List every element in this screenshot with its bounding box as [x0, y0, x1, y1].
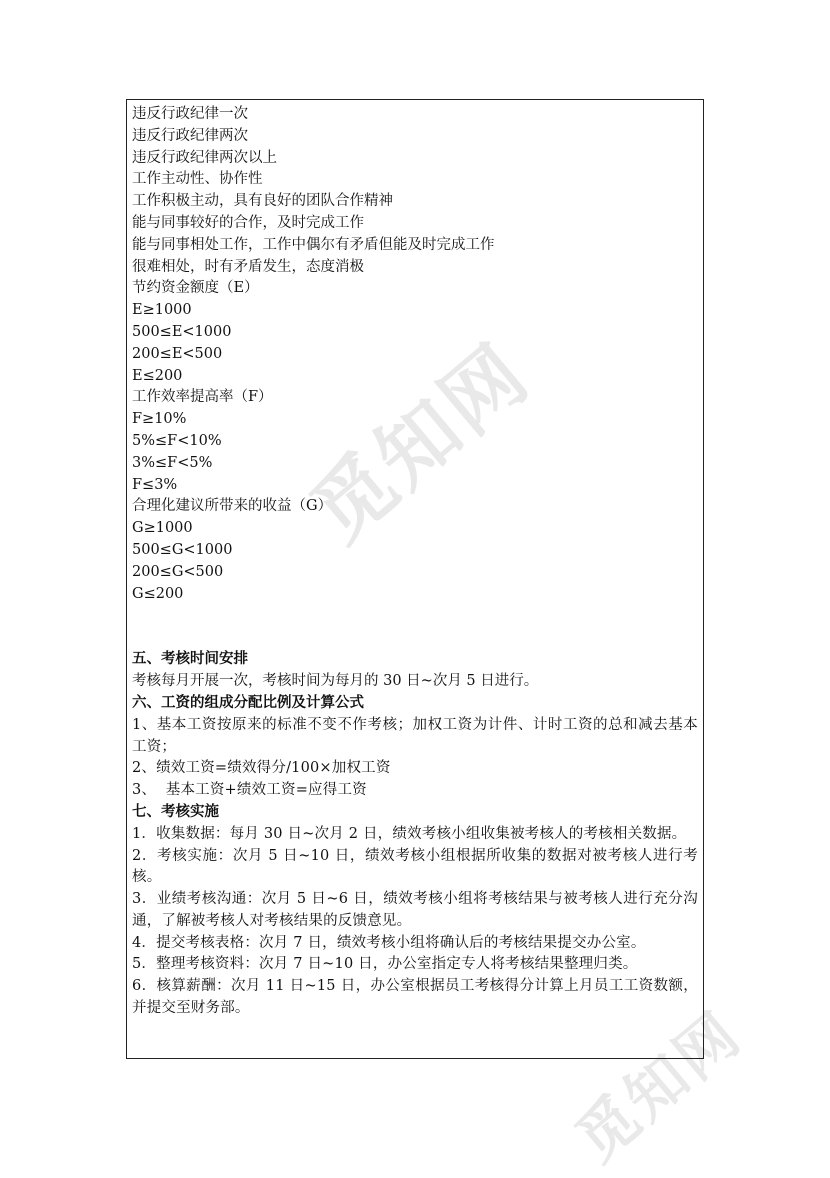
criteria-line: E≥1000 [132, 302, 192, 319]
section7-item: 3．业绩考核沟通：次月 5 日~6 日，绩效考核小组将考核结果与被考核人进行充分沟通，了解被考核人对考核结果的反馈意见。 [132, 891, 698, 929]
section7-heading: 七、考核实施 [132, 803, 219, 820]
criteria-line: 违反行政纪律两次以上 [132, 149, 277, 166]
criteria-list [132, 104, 698, 605]
section7-item: 2．考核实施：次月 5 日~10 日，绩效考核小组根据所收集的数据对被考核人进行考核。 [132, 847, 698, 886]
criteria-line: E≤200 [132, 367, 183, 384]
document-body [132, 104, 698, 1020]
criteria-line: G≤200 [132, 585, 184, 602]
criteria-line: F≤3% [132, 476, 178, 493]
criteria-line: 能与同事较好的合作，及时完成工作 [132, 214, 364, 231]
criteria-line: 200≤E<500 [132, 345, 223, 362]
criteria-line: 工作主动性、协作性 [132, 171, 263, 188]
criteria-line: 200≤G<500 [132, 563, 224, 580]
section6-item: 3、 基本工资+绩效工资=应得工资 [132, 782, 367, 799]
section6-heading: 六、工资的组成分配比例及计算公式 [132, 694, 364, 711]
spacer [132, 605, 698, 649]
section7-item: 5．整理考核资料：次月 7 日~10 日，办公室指定专人将考核结果整理归类。 [132, 956, 638, 973]
criteria-line: 500≤E<1000 [132, 323, 232, 340]
criteria-line: 工作积极主动，具有良好的团队合作精神 [132, 193, 393, 210]
criteria-line: 3%≤F<5% [132, 454, 213, 471]
section6-item: 1、基本工资按原来的标准不变不作考核；加权工资为计件、计时工资的总和减去基本工资； [132, 716, 698, 755]
criteria-line: 合理化建议所带来的收益（G） [132, 498, 333, 515]
watermark-lower: 觅知网 [563, 998, 756, 1176]
criteria-line: F≥10% [132, 411, 187, 428]
section7-item: 6．核算薪酬：次月 11 日~15 日，办公室根据员工考核得分计算上月员工工资数额，并提交至财务部。 [132, 978, 698, 1017]
criteria-line: 节约资金额度（E） [132, 280, 259, 297]
section6-item: 2、绩效工资=绩效得分/100×加权工资 [132, 760, 391, 777]
section5-text: 考核每月开展一次，考核时间为每月的 30 日~次月 5 日进行。 [132, 673, 539, 690]
criteria-line: 工作效率提高率（F） [132, 389, 273, 406]
watermark-upper: 觅知网 [293, 325, 547, 560]
criteria-line: 能与同事相处工作，工作中偶尔有矛盾但能及时完成工作 [132, 236, 495, 253]
criteria-line: 5%≤F<10% [132, 432, 222, 449]
criteria-line: 违反行政纪律一次 [132, 106, 248, 122]
section7-item: 4．提交考核表格：次月 7 日，绩效考核小组将确认后的考核结果提交办公室。 [132, 934, 646, 951]
criteria-line: G≥1000 [132, 520, 193, 537]
section5-heading: 五、考核时间安排 [132, 651, 248, 668]
section7-item: 1．收集数据：每月 30 日~次月 2 日，绩效考核小组收集被考核人的考核相关数据。 [132, 825, 687, 842]
criteria-line: 违反行政纪律两次 [132, 127, 248, 144]
criteria-line: 很难相处，时有矛盾发生，态度消极 [132, 258, 364, 275]
criteria-line: 500≤G<1000 [132, 541, 233, 558]
